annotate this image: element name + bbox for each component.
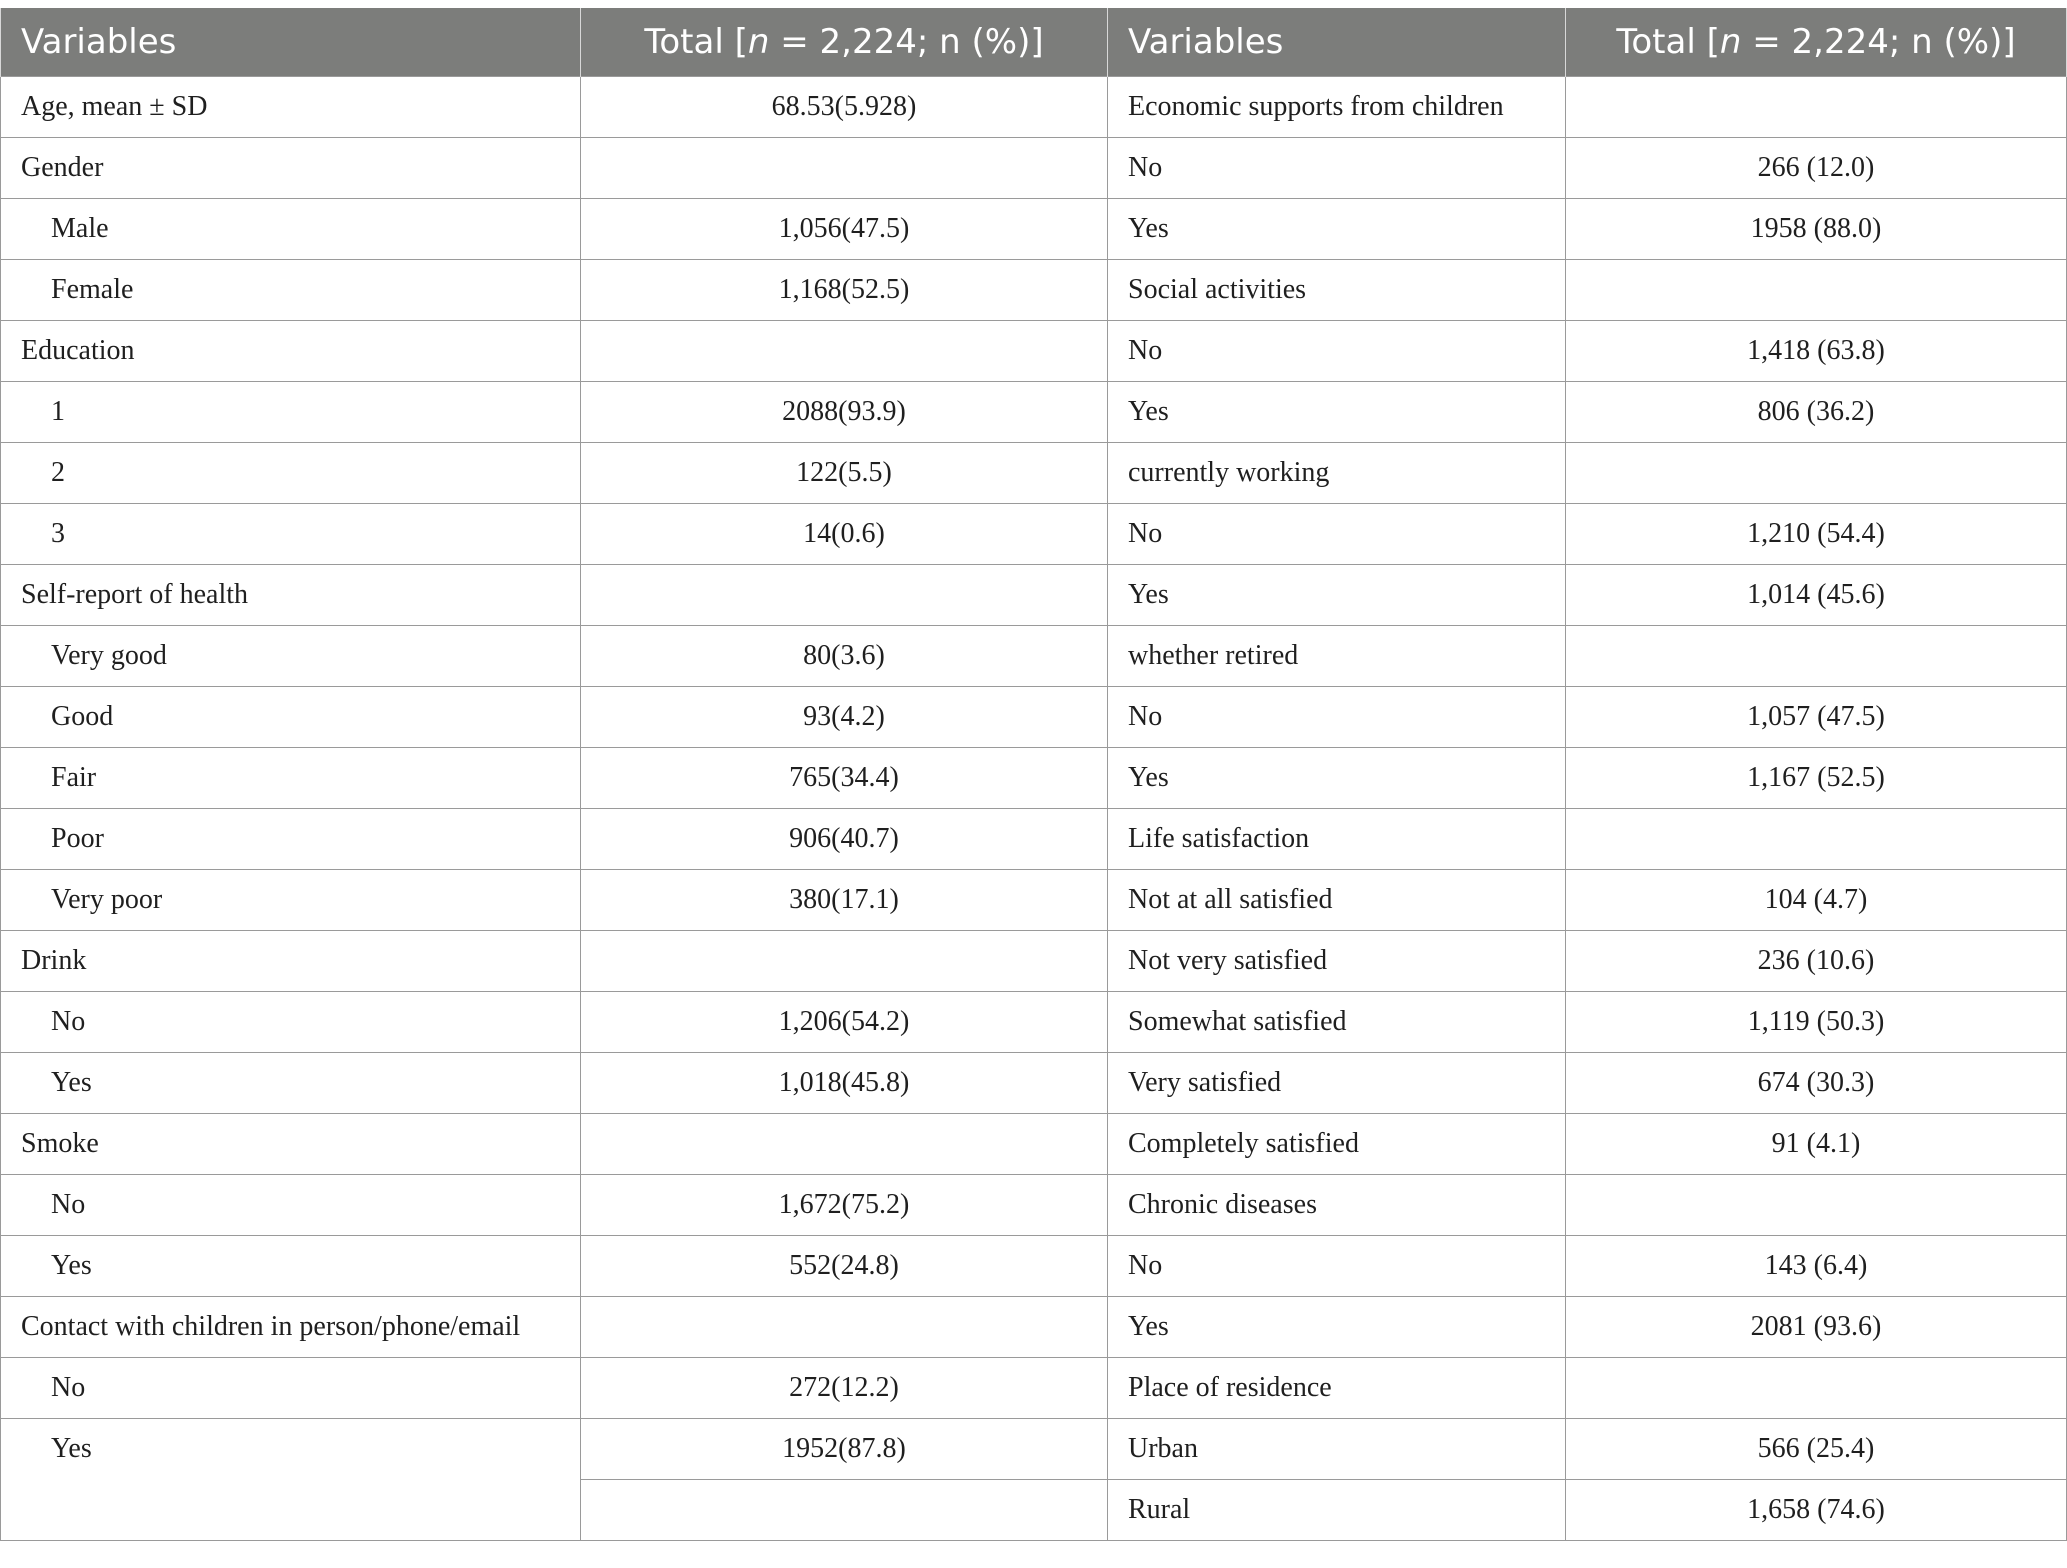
table-row [1,687,2067,748]
right-variable-label: currently working [1108,443,1566,504]
right-variable-label: No [1108,687,1566,748]
header-variables-right: Variables [1108,8,1566,77]
left-total-value: 1,168(52.5) [581,260,1108,321]
left-total-value [581,565,1108,626]
right-variable-label: No [1108,138,1566,199]
right-variable-label: Somewhat satisfied [1108,992,1566,1053]
left-total-value: 80(3.6) [581,626,1108,687]
left-variable-label: Yes [1,1419,581,1541]
left-total-value [581,138,1108,199]
right-variable-label: Economic supports from children [1108,77,1566,138]
table-row [1,260,2067,321]
right-variable-label: Yes [1108,748,1566,809]
table-header [1,8,2067,77]
right-variable-label: Yes [1108,199,1566,260]
left-variable-label: 2 [1,443,581,504]
left-variable-label: No [1,1175,581,1236]
left-variable-label: Gender [1,138,581,199]
table-row [1,504,2067,565]
right-variable-label: Not very satisfied [1108,931,1566,992]
table-row [1,1236,2067,1297]
left-variable-label: Very poor [1,870,581,931]
header-total-right-prefix: Total [ [1616,22,1720,62]
right-total-value: 1,658 (74.6) [1566,1480,2067,1541]
left-variable-label: Very good [1,626,581,687]
right-total-value [1566,1175,2067,1236]
table-row [1,809,2067,870]
left-total-value: 1952(87.8) [581,1419,1108,1480]
right-variable-label: Social activities [1108,260,1566,321]
right-total-value: 266 (12.0) [1566,138,2067,199]
right-total-value [1566,443,2067,504]
table-row [1,748,2067,809]
right-total-value: 1,057 (47.5) [1566,687,2067,748]
left-total-value: 2088(93.9) [581,382,1108,443]
left-variable-label: Male [1,199,581,260]
table-row [1,382,2067,443]
left-variable-label: 1 [1,382,581,443]
right-total-value [1566,77,2067,138]
table-row [1,1175,2067,1236]
left-total-value: 1,018(45.8) [581,1053,1108,1114]
right-variable-label: Place of residence [1108,1358,1566,1419]
right-total-value: 143 (6.4) [1566,1236,2067,1297]
left-total-value [581,1480,1108,1541]
right-variable-label: Chronic diseases [1108,1175,1566,1236]
right-variable-label: Rural [1108,1480,1566,1541]
left-variable-label: Fair [1,748,581,809]
left-variable-label: Contact with children in person/phone/email [1,1297,581,1358]
left-total-value: 1,206(54.2) [581,992,1108,1053]
characteristics-table [0,8,2067,1541]
table-row [1,1358,2067,1419]
left-total-value [581,321,1108,382]
left-variable-label: Female [1,260,581,321]
left-variable-label: Good [1,687,581,748]
table-row [1,565,2067,626]
left-total-value [581,931,1108,992]
right-total-value [1566,260,2067,321]
table-row [1,443,2067,504]
right-total-value: 806 (36.2) [1566,382,2067,443]
left-total-value: 380(17.1) [581,870,1108,931]
right-variable-label: Yes [1108,1297,1566,1358]
left-variable-label: Smoke [1,1114,581,1175]
table-row [1,321,2067,382]
left-total-value: 906(40.7) [581,809,1108,870]
left-total-value: 68.53(5.928) [581,77,1108,138]
right-variable-label: No [1108,321,1566,382]
right-variable-label: Life satisfaction [1108,809,1566,870]
right-total-value: 236 (10.6) [1566,931,2067,992]
table-row [1,931,2067,992]
table-row [1,77,2067,138]
right-variable-label: Urban [1108,1419,1566,1480]
right-variable-label: Yes [1108,565,1566,626]
table-row [1,138,2067,199]
left-total-value [581,1297,1108,1358]
table-row [1,870,2067,931]
left-total-value: 552(24.8) [581,1236,1108,1297]
right-total-value: 1,119 (50.3) [1566,992,2067,1053]
right-total-value: 1,014 (45.6) [1566,565,2067,626]
left-variable-label: Yes [1,1236,581,1297]
right-total-value [1566,809,2067,870]
left-variable-label: Poor [1,809,581,870]
table-row [1,1053,2067,1114]
right-total-value: 1,210 (54.4) [1566,504,2067,565]
table-body [1,77,2067,1541]
left-total-value: 93(4.2) [581,687,1108,748]
left-total-value: 272(12.2) [581,1358,1108,1419]
left-total-value: 122(5.5) [581,443,1108,504]
right-total-value: 1,167 (52.5) [1566,748,2067,809]
header-total-left-prefix: Total [ [644,22,748,62]
table-row [1,1297,2067,1358]
right-variable-label: Not at all satisfied [1108,870,1566,931]
right-total-value: 674 (30.3) [1566,1053,2067,1114]
right-total-value [1566,626,2067,687]
right-total-value: 91 (4.1) [1566,1114,2067,1175]
right-variable-label: No [1108,1236,1566,1297]
left-total-value: 1,672(75.2) [581,1175,1108,1236]
header-total-right-n: n [1719,22,1742,62]
right-total-value: 1958 (88.0) [1566,199,2067,260]
table-row [1,1114,2067,1175]
header-total-right-suffix: = 2,224; n (%)] [1741,22,2016,62]
left-variable-label: Drink [1,931,581,992]
left-variable-label: No [1,992,581,1053]
right-variable-label: Very satisfied [1108,1053,1566,1114]
right-variable-label: Yes [1108,382,1566,443]
left-total-value: 14(0.6) [581,504,1108,565]
header-total-left [581,8,1108,77]
left-variable-label: Yes [1,1053,581,1114]
table-row [1,199,2067,260]
left-total-value: 765(34.4) [581,748,1108,809]
header-variables-left: Variables [1,8,581,77]
table-row [1,626,2067,687]
left-variable-label: Age, mean ± SD [1,77,581,138]
left-variable-label: Self-report of health [1,565,581,626]
right-total-value: 104 (4.7) [1566,870,2067,931]
left-total-value: 1,056(47.5) [581,199,1108,260]
right-total-value: 2081 (93.6) [1566,1297,2067,1358]
right-variable-label: No [1108,504,1566,565]
right-variable-label: Completely satisfied [1108,1114,1566,1175]
right-total-value: 1,418 (63.8) [1566,321,2067,382]
left-variable-label: Education [1,321,581,382]
left-variable-label: 3 [1,504,581,565]
header-total-left-n: n [747,22,770,62]
table-row [1,1419,2067,1480]
header-total-left-suffix: = 2,224; n (%)] [769,22,1044,62]
left-total-value [581,1114,1108,1175]
right-variable-label: whether retired [1108,626,1566,687]
right-total-value: 566 (25.4) [1566,1419,2067,1480]
header-total-right [1566,8,2067,77]
left-variable-label: No [1,1358,581,1419]
table-row [1,992,2067,1053]
right-total-value [1566,1358,2067,1419]
